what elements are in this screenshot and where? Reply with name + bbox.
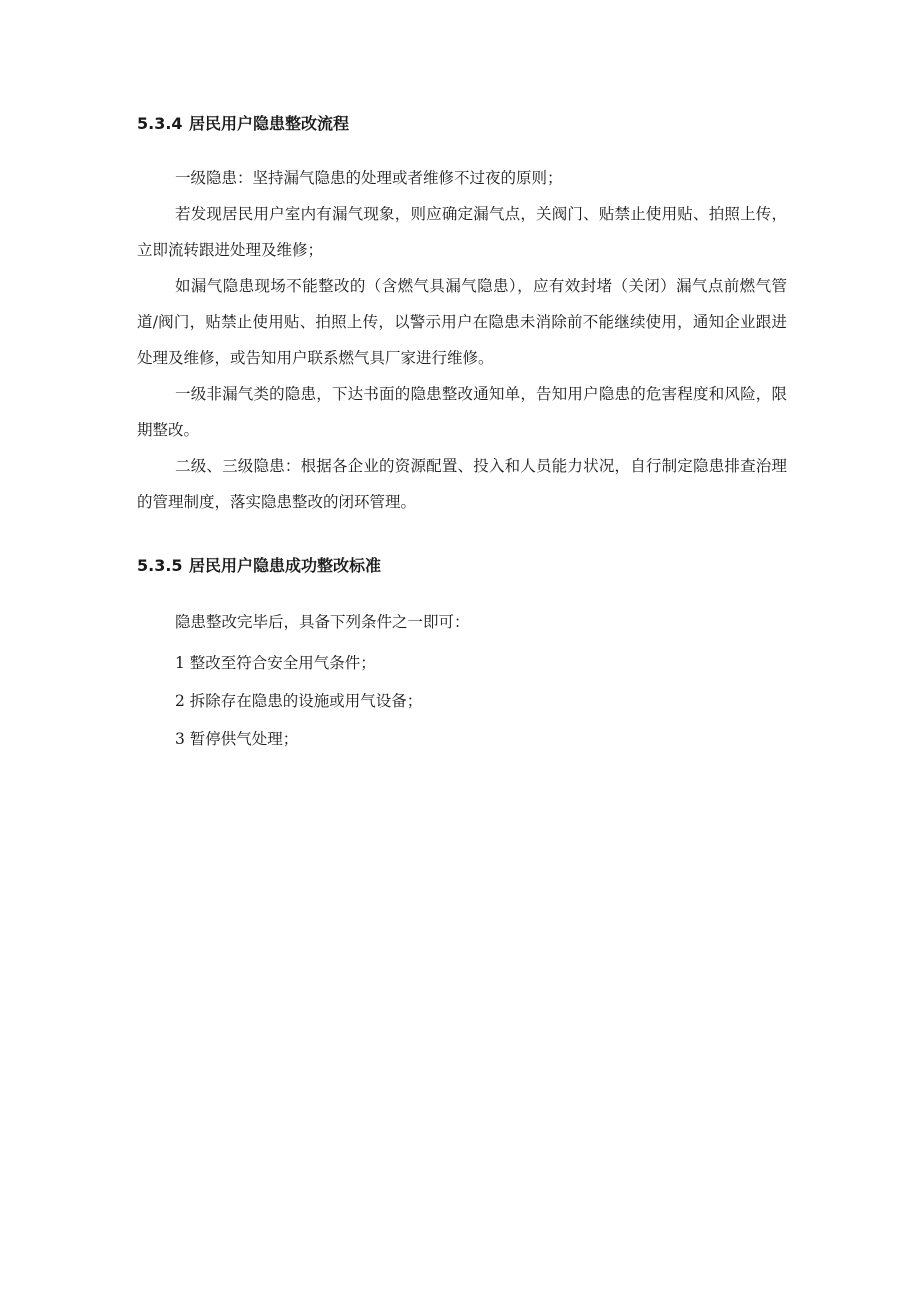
- paragraph-intro: 隐患整改完毕后，具备下列条件之一即可：: [175, 613, 470, 631]
- section-title: 居民用户隐患成功整改标准: [189, 556, 382, 575]
- paragraph-leak-not-fixable: 如漏气隐患现场不能整改的（含燃气具漏气隐患），应有效封堵（关闭）漏气点前燃气管道/阀门，贴禁止使用贴、拍照上传，以警示用户在隐患未消除前不能继续使用，通知企业跟进处理及维修，或告知用户联系燃气具厂家进行维修。: [137, 277, 787, 367]
- section-number: 5.3.4: [137, 114, 183, 133]
- section-number: 5.3.5: [137, 556, 183, 575]
- paragraph-level1-non-leak: 一级非漏气类的隐患，下达书面的隐患整改通知单，告知用户隐患的危害程度和风险，限期整改。: [137, 385, 787, 439]
- list-item: 2 拆除存在隐患的设施或用气设备；: [175, 692, 423, 710]
- paragraph-leak-indoor: 若发现居民用户室内有漏气现象，则应确定漏气点，关阀门、贴禁止使用贴、拍照上传，立即流转跟进处理及维修；: [137, 205, 787, 259]
- paragraph-level2-3: 二级、三级隐患：根据各企业的资源配置、投入和人员能力状况，自行制定隐患排查治理的管理制度，落实隐患整改的闭环管理。: [137, 457, 787, 511]
- paragraph-level1-principle: 一级隐患：坚持漏气隐患的处理或者维修不过夜的原则；: [175, 169, 563, 187]
- section-heading-5-3-4: [137, 114, 349, 134]
- section-heading-5-3-5: [137, 556, 381, 576]
- section-title: 居民用户隐患整改流程: [189, 114, 350, 133]
- list-item: 3 暂停供气处理；: [175, 730, 299, 748]
- list-item: 1 整改至符合安全用气条件；: [175, 654, 376, 672]
